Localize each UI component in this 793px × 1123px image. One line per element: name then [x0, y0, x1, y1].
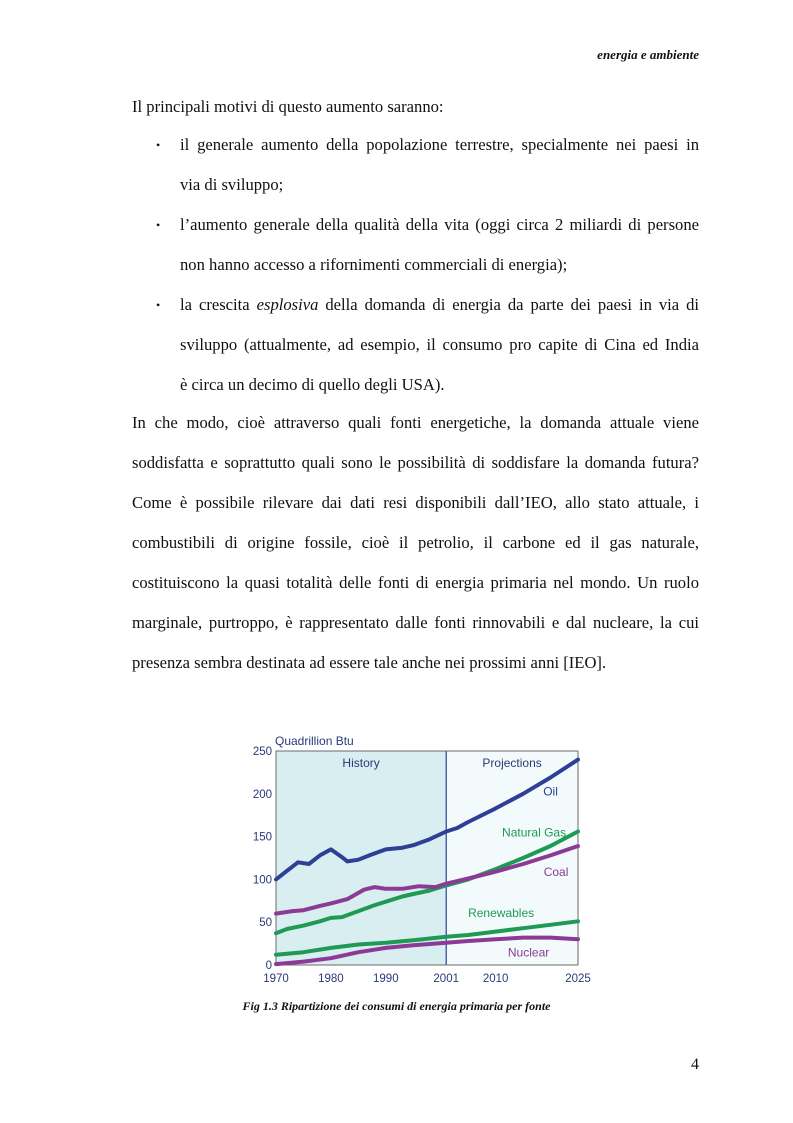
y-tick-label: 200: [252, 788, 272, 801]
series-label-oil: Oil: [543, 784, 558, 799]
bullet-list: [132, 133, 699, 413]
x-tick-labels: [263, 973, 591, 985]
paragraph-line: soddisfatta e soprattutto quali sono le possibilità di soddisfare la domanda futura?: [132, 453, 699, 472]
bullet-item-1: [156, 133, 699, 213]
running-header: energia e ambiente: [597, 47, 699, 62]
figure-caption: Fig 1.3 Ripartizione dei consumi di energia primaria per fonte: [242, 999, 551, 1013]
x-tick-label: 1990: [373, 973, 399, 985]
energy-chart-figure: [240, 732, 592, 992]
bullet-line: via di sviluppo;: [180, 175, 284, 194]
x-tick-label: 2001: [433, 973, 460, 985]
paragraph-line: costituiscono la quasi totalità delle fonti di energia primaria nel mondo. Un ruolo: [132, 573, 699, 592]
intro-line: Il principali motivi di questo aumento saranno:: [132, 97, 444, 116]
x-tick-label: 2010: [482, 973, 509, 985]
paragraph-line: combustibili di origine fossile, cioè il petrolio, il carbone ed il gas naturale,: [132, 533, 699, 552]
bullet-emphasis: esplosiva: [256, 295, 319, 314]
paragraph-line: In che modo, cioè attraverso quali fonti energetiche, la domanda attuale viene: [132, 413, 699, 432]
y-tick-labels: [253, 746, 272, 972]
bullet-line: il generale aumento della popolazione terrestre, specialmente nei paesi in: [180, 135, 699, 154]
paragraph-line: presenza sembra destinata ad essere tale anche nei prossimi anni [IEO].: [132, 653, 607, 672]
paragraph-line: marginale, purtroppo, è rappresentato dalle fonti rinnovabili e dal nucleare, la cui: [132, 613, 699, 632]
x-tick-label: 1980: [318, 973, 344, 985]
bullet-text: la crescita: [180, 295, 257, 314]
body-paragraph: [132, 411, 699, 691]
y-tick-label: 50: [259, 917, 272, 930]
bullet-dot: •: [156, 218, 161, 232]
bullet-line: [180, 293, 699, 333]
bullet-dot: •: [156, 298, 161, 312]
x-tick-label: 2025: [565, 973, 591, 985]
history-label: History: [342, 756, 380, 770]
page-number: 4: [691, 1056, 699, 1073]
y-tick-label: 100: [252, 874, 272, 887]
y-tick-label: 150: [252, 831, 272, 844]
bullet-dot: •: [156, 138, 161, 152]
y-axis-label: Quadrillion Btu: [275, 734, 354, 748]
series-label-gas: Natural Gas: [502, 825, 567, 840]
series-label-nuclear: Nuclear: [507, 945, 550, 960]
paragraph-line: Come è possibile rilevare dai dati resi disponibili dall’IEO, allo stato attuale, i: [132, 493, 699, 512]
series-label-coal: Coal: [543, 864, 569, 879]
y-tick-label: 0: [265, 960, 272, 972]
x-tick-label: 1970: [263, 973, 289, 985]
series-label-renewables: Renewables: [468, 906, 535, 921]
bullet-text: della domanda di energia da parte dei paesi in via di: [318, 295, 700, 314]
y-tick-label: 250: [252, 746, 272, 758]
bullet-line: l’aumento generale della qualità della vita (oggi circa 2 miliardi di persone: [180, 215, 699, 234]
bullet-line: è circa un decimo di quello degli USA).: [180, 375, 445, 394]
bullet-line: sviluppo (attualmente, ad esempio, il consumo pro capite di Cina ed India: [180, 335, 699, 354]
bullet-item-2: [156, 213, 699, 293]
projections-label: Projections: [482, 756, 542, 770]
energy-consumption-chart: [240, 732, 592, 992]
intro-text: [132, 95, 699, 135]
bullet-item-3: [156, 293, 700, 413]
bullet-line: non hanno accesso a rifornimenti commerciali di energia);: [180, 255, 568, 274]
